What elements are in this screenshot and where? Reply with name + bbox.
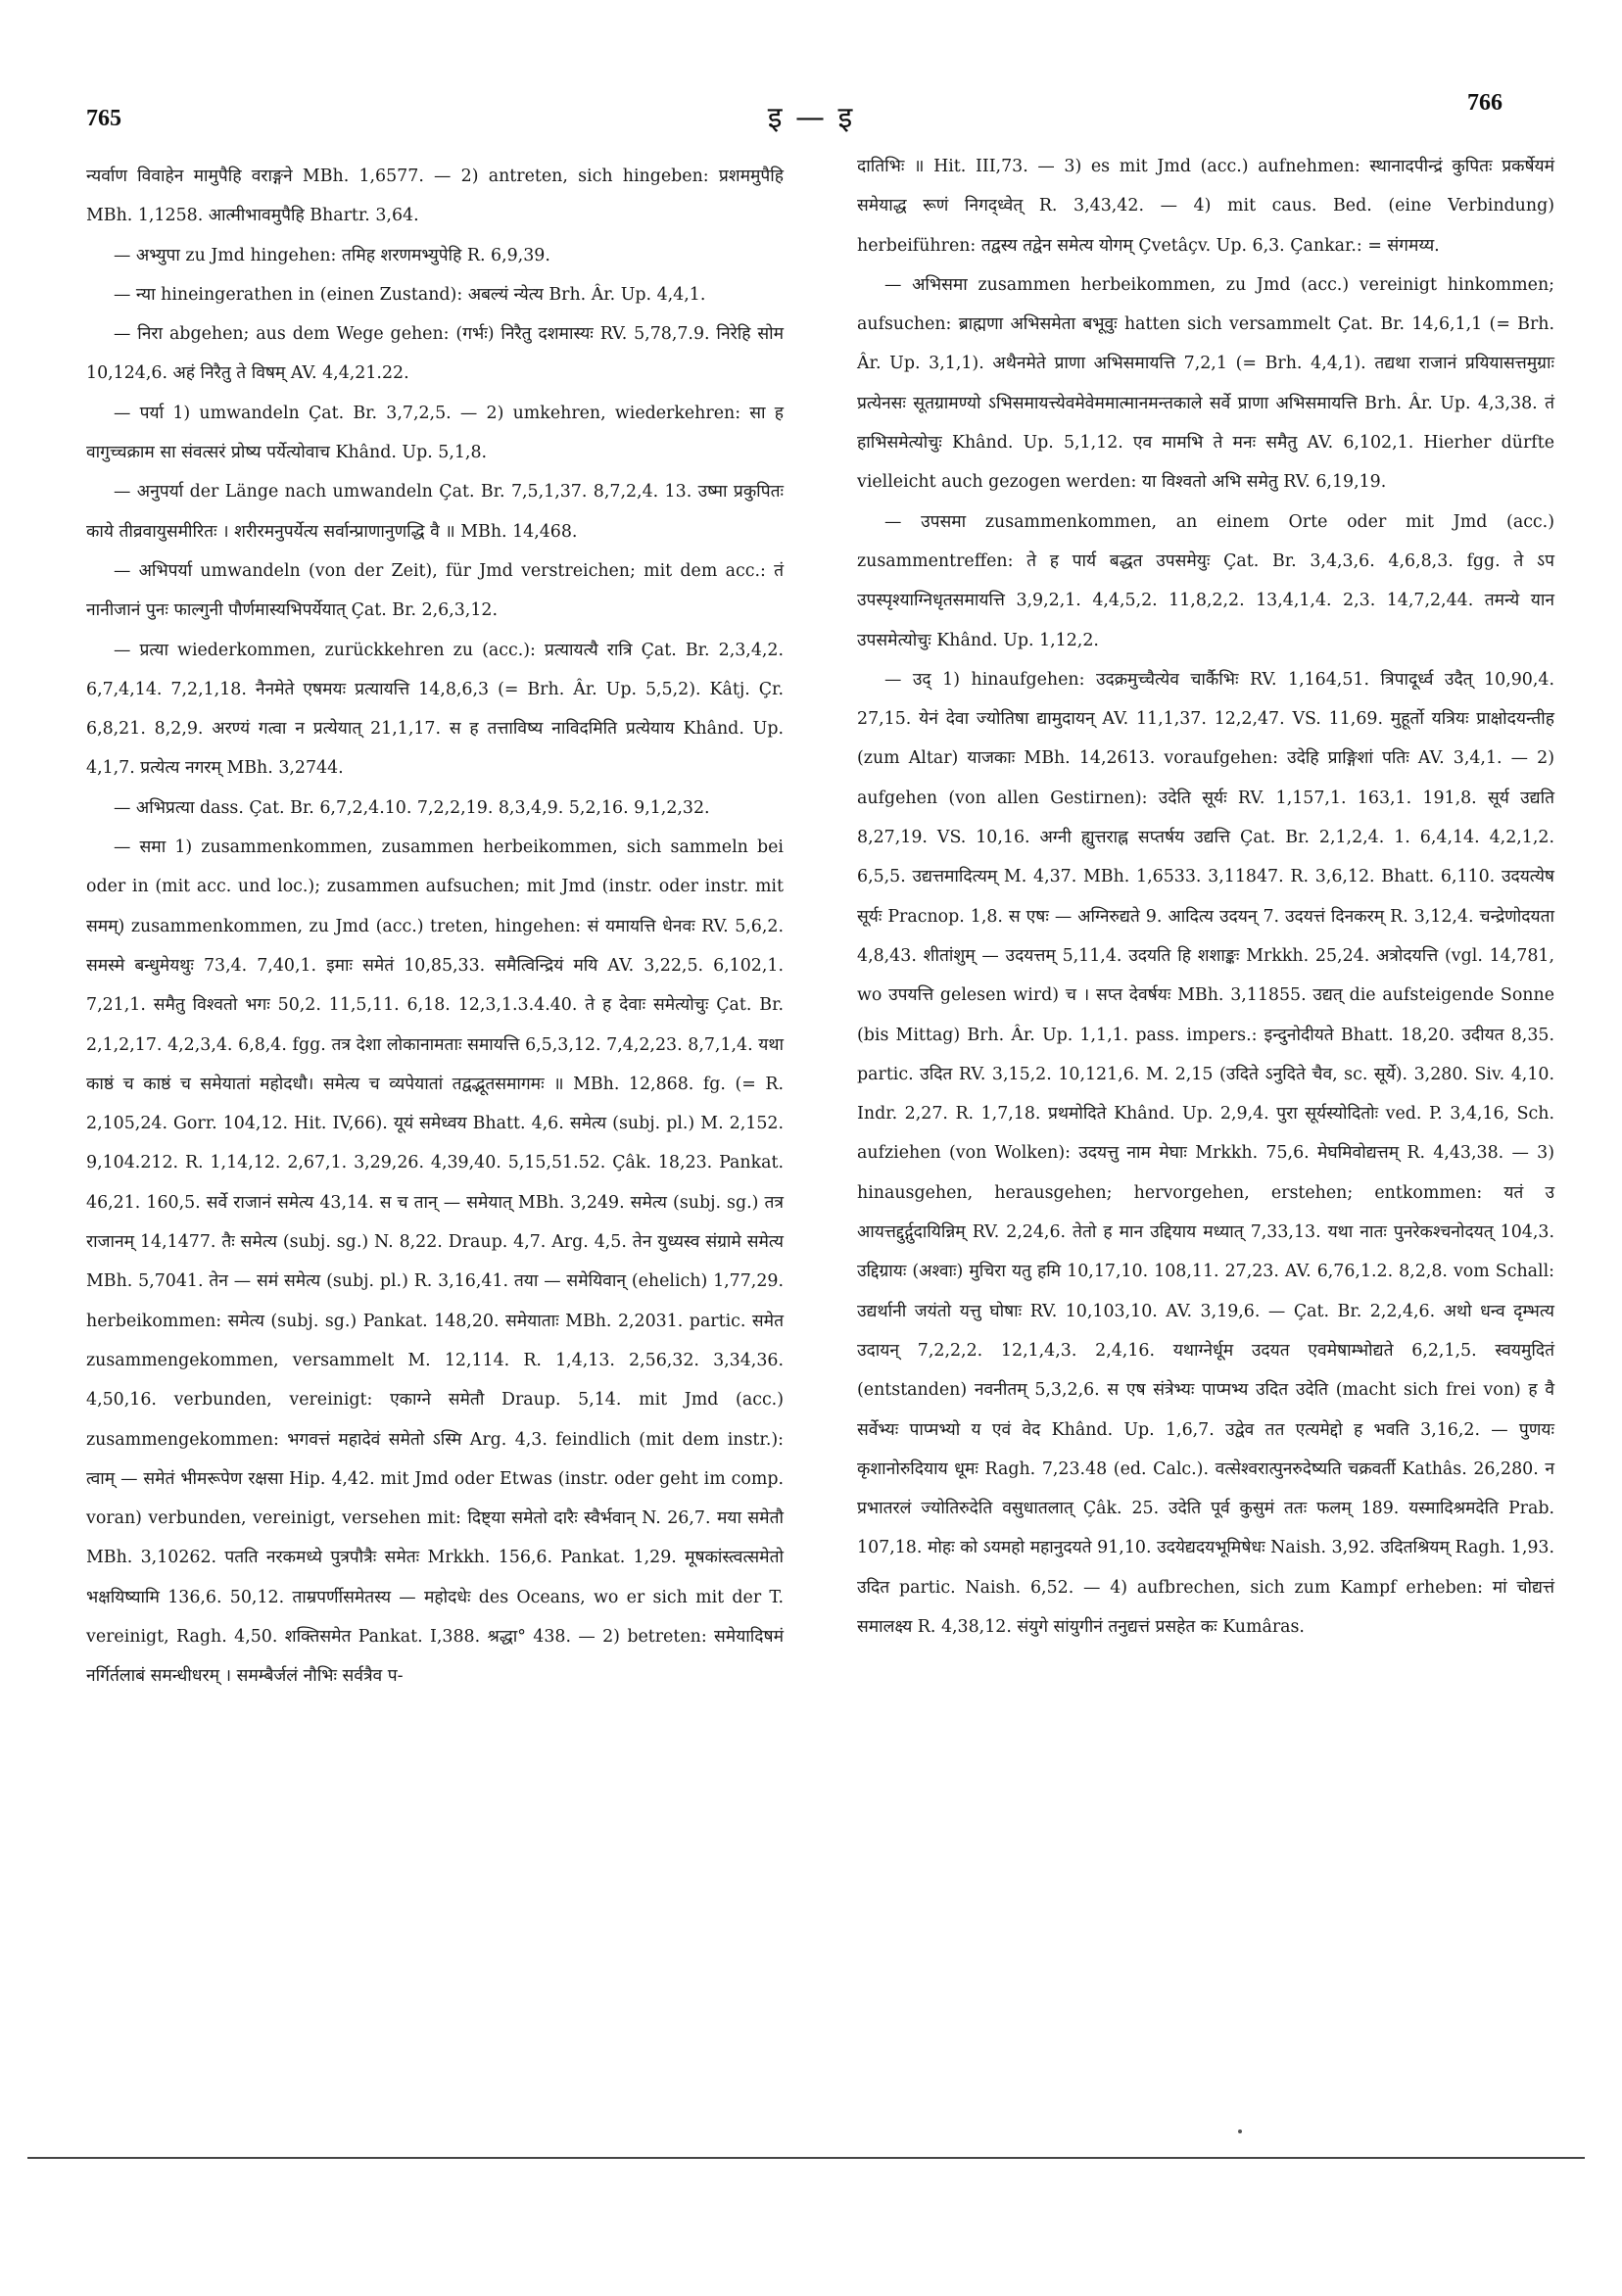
ink-speck <box>1238 2129 1242 2133</box>
entry-paragraph: — अभिपर्या umwandeln (von der Zeit), für Jmd verstreichen; mit dem acc.: तं नानीजानं पुनः फाल्गुनी पौर्णमास्यभिपर्येयात् Çat. Br. 2,6,3,12. <box>86 560 784 621</box>
entry-paragraph: — अभ्युपा zu Jmd hingehen: तमिह शरणमभ्युपेहि R. 6,9,39. <box>114 245 550 265</box>
entry-paragraph: — अनुपर्या der Länge nach umwandeln Çat. Br. 7,5,1,37. 8,7,2,4. 13. उष्मा प्रकुपितः काये तीव्रवायुसमीरितः । शरीरमनुपर्येत्य सर्वान्प्राणानुणद्धि वै ॥ MBh. 14,468. <box>86 482 784 542</box>
entry-paragraph: — अभिसमा zusammen herbeikommen, zu Jmd (acc.) vereinigt hinkommen; aufsuchen: ब्राह्मणा अभिसमेता बभूवुः hatten sich versammelt Çat. Br. 14,6,1,1 (= Brh. Âr. Up. 3,1,1). अथैनमेते प्राणा अभिसमायत्ति 7,2,1 (= Brh. 4,4,1). तद्यथा राजानं प्रयियासत्तमुग्राः प्रत्येनसः सूतग्रामण्यो ऽभिसमायत्त्येवमेवेममात्मानमन्तकाले सर्वे प्राणा अभिसमायत्ति Brh. Âr. Up. 4,3,38. तं हाभिसमेत्योचुः Khând. Up. 5,1,12. एव मामभि ते मनः समैतु AV. 6,102,1. Hierher dürfte vielleicht auch gezogen werden: या विश्वतो अभि समेतु RV. 6,19,19. <box>857 274 1554 493</box>
running-head: इ — इ <box>767 101 855 135</box>
entry-paragraph: — उद् 1) hinaufgehen: उदक्रमुच्चैत्येव चार्कैभिः RV. 1,164,51. त्रिपादूर्ध्व उदैत् 10,90,4. 27,15. येनं देवा ज्योतिषा द्यामुदायन् AV. 11,1,37. 12,2,47. VS. 11,69. मुहूर्तो यत्रियः प्राक्षोदयन्तीह (zum Altar) याजकाः MBh. 14,2613. voraufgehen: उदेहि प्राङ्गिशां पतिः AV. 3,4,1. — 2) aufgehen (von allen Gestirnen): उदेति सूर्यः RV. 1,157,1. 163,1. 191,8. सूर्य उद्यति 8,27,19. VS. 10,16. अग्नी ह्युत्तराह्न सप्तर्षय उद्यत्ति Çat. Br. 2,1,2,4. 1. 6,4,14. 4,2,1,2. 6,5,5. उद्यत्तमादित्यम् M. 4,37. MBh. 1,6533. 3,11847. R. 3,6,12. Bhatt. 6,110. उदयत्येष सूर्यः Pracnop. 1,8. स एषः — अग्निरुद्यते 9. आदित्य उदयन् 7. उदयत्तं दिनकरम् R. 3,12,4. चन्द्रेणोदयता 4,8,43. शीतांशुम् — उदयत्तम् 5,11,4. उदयति हि शशाङ्कः Mrkkh. 25,24. अत्रोदयत्ति (vgl. 14,781, wo उपयत्ति gelesen wird) च । सप्त देवर्षयः MBh. 3,11855. उद्यत् die aufsteigende Sonne (bis Mittag) Brh. Âr. Up. 1,1,1. pass. impers.: इन्दुनोदीयते Bhatt. 18,20. उदीयत 8,35. partic. उदित RV. 3,15,2. 10,121,6. M. 2,15 (उदिते ऽनुदिते चैव, sc. सूर्ये). 3,280. Siv. 4,10. Indr. 2,27. R. 1,7,18. प्रथमोदिते Khând. Up. 2,9,4. पुरा सूर्यस्योदितोः ved. P. 3,4,16, Sch. aufziehen (von Wolken): उदयत्तु नाम मेघाः Mrkkh. 75,6. मेघमिवोद्यत्तम् R. 4,43,38. — 3) hinausgehen, herausgehen; hervorgehen, erstehen; entkommen: यतं उ आयत्तद्दुर्द्गुदायिन्निम् RV. 2,24,6. तेतो ह मान उद्दियाय मध्यात् 7,33,13. यथा नातः पुनरेकश्चनोदयत् 104,3. उद्दिग्रायः (अश्वाः) मुचिरा यतु हमि 10,17,10. 108,11. 27,23. AV. 6,76,1.2. 8,2,8. vom Schall: उद्यर्थानी जयंतो यत्तु घोषाः RV. 10,103,10. AV. 3,19,6. — Çat. Br. 2,2,4,6. अथो धन्व दृम्भत्य उदायन् 7,2,2,2. 12,1,4,3. 2,4,16. यथाग्नेर्धूम उदयत एवमेषाम्भोद्यते 6,2,1,5. स्वयमुदितं (entstanden) नवनीतम् 5,3,2,6. स एष संत्रेभ्यः पाप्मभ्य उदित उदेति (macht sich frei von) ह वै सर्वेभ्यः पाप्मभ्यो य एवं वेद Khând. Up. 1,6,7. उद्वेव तत एत्यमेद्दो ह भवति 3,16,2. — पुणयः कृशानोरुदियाय धूमः Ragh. 7,23.48 (ed. Calc.). वत्सेश्वरात्पुनरुदेष्यति चक्रवर्ती Kathâs. 26,280. न प्रभातरलं ज्योतिरुदेति वसुधातलात् Çâk. 25. उदेति पूर्व कुसुमं ततः फलम् 189. यस्मादिश्रमदेति Prab. 107,18. मोहः को ऽयमहो महानुदयते 91,10. उदयेद्यदयभूमिषेधः Naish. 3,92. उदितश्रियम् Ragh. 1,93. उदित partic. Naish. 6,52. — 4) aufbrechen, sich zum Kampf erheben: मां चोद्यत्तं समालक्ष्य R. 4,38,12. संयुगे सांयुगीनं तनुद्यत्तं प्रसहेत कः Kumâras. <box>857 669 1554 1637</box>
left-column <box>86 157 784 1697</box>
entry-paragraph: न्यर्वाण विवाहेन मामुपैहि वराङ्गने MBh. 1,6577. — 2) antreten, sich hingeben: प्रशममुपैहि MBh. 1,1258. आत्मीभावमुपैहि Bhartr. 3,64. <box>86 167 784 226</box>
entry-paragraph: — न्या hineingerathen in (einen Zustand): अबल्यं न्येत्य Brh. Âr. Up. 4,4,1. <box>114 284 706 305</box>
right-column <box>857 147 1554 1647</box>
entry-paragraph: — उपसमा zusammenkommen, an einem Orte oder mit Jmd (acc.) zusammentreffen: ते ह पार्य बद्धत उपसमेयुः Çat. Br. 3,4,3,6. 4,6,8,3. fgg. ते ऽप उपस्पृश्याग्निधृतसमायत्ति 3,9,2,1. 4,4,5,2. 11,8,2,2. 13,4,1,4. 2,3. 14,7,2,44. तमन्ये यान उपसमेत्योचुः Khând. Up. 1,12,2. <box>857 511 1555 650</box>
entry-paragraph: — निरा abgehen; aus dem Wege gehen: (गर्भः) निरैतु दशमास्यः RV. 5,78,7.9. निरेहि सोम 10,124,6. अहं निरैतु ते विषम् AV. 4,4,21.22. <box>86 324 784 384</box>
right-page-number: 766 <box>1467 90 1503 116</box>
entry-paragraph: — अभिप्रत्या dass. Çat. Br. 6,7,2,4.10. 7,2,2,19. 8,3,4,9. 5,2,16. 9,1,2,32. <box>114 797 710 818</box>
page-bottom-rule <box>27 2157 1585 2159</box>
entry-paragraph: दातिभिः ॥ Hit. III,73. — 3) es mit Jmd (acc.) aufnehmen: स्थानादपीन्द्रं कुपितः प्रकर्षेयमं समेयाद्ध रूणं निगद्ध्वेत् R. 3,43,42. — 4) mit caus. Bed. (eine Verbindung) herbeiführen: तद्वस्य तद्वेन समेत्य योगम् Çvetâçv. Up. 6,3. Çankar.: = संगमय्य. <box>857 157 1554 256</box>
entry-paragraph: — समा 1) zusammenkommen, zusammen herbeikommen, sich sammeln bei oder in (mit acc. und loc.); zusammen aufsuchen; mit Jmd (instr. oder instr. mit समम्) zusammenkommen, zu Jmd (acc.) treten, hingehen: सं यमायत्ति धेनवः RV. 5,6,2. समस्मे बन्धुमेयथुः 73,4. 7,40,1. इमाः समेतं 10,85,33. समैत्विन्द्रियं मयि AV. 3,22,5. 6,102,1. 7,21,1. समैतु विश्वतो भगः 50,2. 11,5,11. 6,18. 12,3,1.3.4.40. ते ह देवाः समेत्योचुः Çat. Br. 2,1,2,17. 4,2,3,4. 6,8,4. fgg. तत्र देशा लोकानामताः समायत्ति 6,5,3,12. 7,4,2,23. 8,7,1,4. यथा काष्ठं च काष्ठं च समेयातां महोदधौ। समेत्य च व्यपेयातां तद्वद्भूतसमागमः ॥ MBh. 12,868. fg. (= R. 2,105,24. Gorr. 104,12. Hit. IV,66). यूयं समेध्वय Bhatt. 4,6. समेत्य (subj. pl.) M. 2,152. 9,104.212. R. 1,14,12. 2,67,1. 3,29,26. 4,39,40. 5,15,51.52. Çâk. 18,23. Pankat. 46,21. 160,5. सर्वे राजानं समेत्य 43,14. स च तान् — समेयात् MBh. 3,249. समेत्य (subj. sg.) तत्र राजानम् 14,1477. तैः समेत्य (subj. sg.) N. 8,22. Draup. 4,7. Arg. 4,5. तेन युध्यस्व संग्रामे समेत्य MBh. 5,7041. तेन — समं समेत्य (subj. pl.) R. 3,16,41. तया — समेयिवान् (ehelich) 1,77,29. herbeikommen: समेत्य (subj. sg.) Pankat. 148,20. समेयाताः MBh. 2,2031. partic. समेत zusammengekommen, versammelt M. 12,114. R. 1,4,13. 2,56,32. 3,34,36. 4,50,16. verbunden, vereinigt: एकाग्ने समेतौ Draup. 5,14. mit Jmd (acc.) zusammengekommen: भगवत्तं महादेवं समेतो ऽस्मि Arg. 4,3. feindlich (mit dem instr.): त्वाम् — समेतं भीमरूपेण रक्षसा Hip. 4,42. mit Jmd oder Etwas (instr. oder geht im comp. voran) verbunden, vereinigt, versehen mit: दिष्ट्या समेतो दारैः स्वैर्भवान् N. 26,7. मया समेतौ MBh. 3,10262. पतति नरकमध्ये पुत्रपौत्रैः समेतः Mrkkh. 156,6. Pankat. 1,29. मूषकांस्त्वत्समेतो भक्षयिष्यामि 136,6. 50,12. ताम्रपर्णीसमेतस्य — महोदधेः des Oceans, wo er sich mit der T. vereinigt, Ragh. 4,50. शक्तिसमेत Pankat. I,388. श्रद्धा° 438. — 2) betreten: समेयादिषमं नर्गिर्तलाबं समन्धीधरम् । समम्बैर्जलं नौभिः सर्वत्रैव प- <box>86 837 784 1687</box>
entry-paragraph: — प्रत्या wiederkommen, zurückkehren zu (acc.): प्रत्यायत्यै रात्रि Çat. Br. 2,3,4,2. 6,7,4,14. 7,2,1,18. नैनमेते एषमयः प्रत्यायत्ति 14,8,6,3 (= Brh. Âr. Up. 5,5,2). Kâtj. Çr. 6,8,21. 8,2,9. अरण्यं गत्वा न प्रत्येयात् 21,1,17. स ह तत्ताविष्य नाविदमिति प्रत्येयाय Khând. Up. 4,1,7. प्रत्येत्य नगरम् MBh. 3,2744. <box>86 640 784 779</box>
entry-paragraph: — पर्या 1) umwandeln Çat. Br. 3,7,2,5. — 2) umkehren, wiederkehren: सा ह वागुच्चक्राम सा संवत्सरं प्रोष्य पर्येत्योवाच Khând. Up. 5,1,8. <box>86 403 784 463</box>
left-page-number: 765 <box>86 106 121 131</box>
